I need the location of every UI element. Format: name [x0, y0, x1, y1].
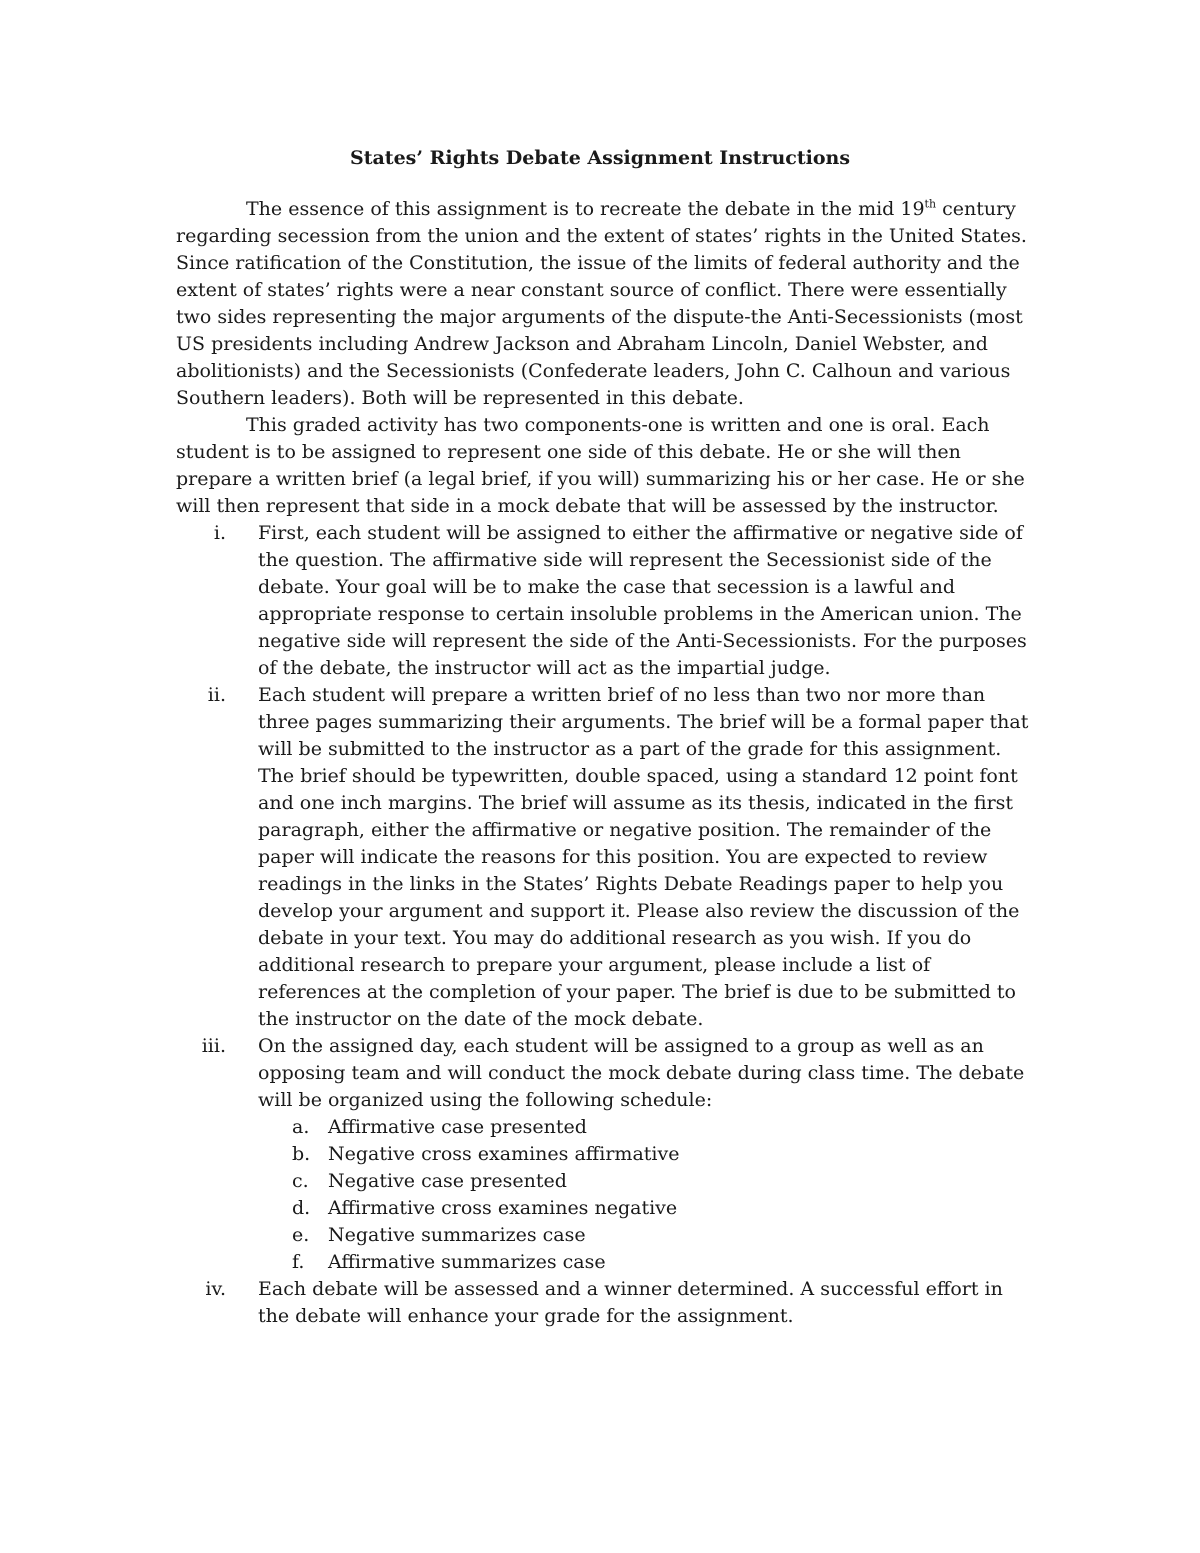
schedule-item	[258, 1249, 1036, 1276]
schedule-item-letter: e.	[292, 1224, 310, 1246]
schedule-item-text: Negative case presented	[328, 1170, 567, 1192]
list-item-text: On the assigned day, each student will be assigned to a group as well as an opposing team and will conduct the mock debate during class time. The debate will be organized using the following schedule:	[258, 1035, 1025, 1111]
instruction-list	[176, 520, 1036, 1330]
schedule-item-letter: b.	[292, 1143, 311, 1165]
list-item	[176, 1033, 1036, 1276]
document-body	[176, 196, 1036, 1330]
schedule-item-letter: d.	[292, 1197, 311, 1219]
debate-schedule-list	[258, 1114, 1036, 1276]
schedule-item	[258, 1141, 1036, 1168]
schedule-item-letter: f.	[292, 1251, 305, 1273]
list-item	[176, 682, 1036, 1033]
second-paragraph: This graded activity has two components-one is written and one is oral. Each student is to be assigned to represent one side of this debate. He or she will then prepare a written brief (a legal brief, if you will) summarizing his or her case. He or she will then represent that side in a mock debate that will be assessed by the instructor.	[176, 414, 1025, 517]
schedule-item-letter: c.	[292, 1170, 309, 1192]
schedule-item	[258, 1222, 1036, 1249]
list-item-number: iii.	[201, 1035, 226, 1057]
list-item-number: ii.	[207, 684, 226, 706]
schedule-item-text: Negative summarizes case	[328, 1224, 586, 1246]
intro-text-end: century regarding secession from the union and the extent of states’ rights in the United States. Since ratification of the Constitution, the issue of the limits of federal authority and the extent of states’ rights were a near constant source of conflict. There were essentially two sides representing the major arguments of the dispute-the Anti-Secessionists (most US presidents including Andrew Jackson and Abraham Lincoln, Daniel Webster, and abolitionists) and the Secessionists (Confederate leaders, John C. Calhoun and various Southern leaders). Both will be represented in this debate.	[176, 198, 1027, 409]
list-item	[176, 520, 1036, 682]
list-item	[176, 1276, 1036, 1330]
schedule-item	[258, 1168, 1036, 1195]
list-item-text: Each student will prepare a written brief of no less than two nor more than three pages summarizing their arguments. The brief will be a formal paper that will be submitted to the instructor as a part of the grade for this assignment. The brief should be typewritten, double spaced, using a standard 12 point font and one inch margins. The brief will assume as its thesis, indicated in the first paragraph, either the affirmative or negative position. The remainder of the paper will indicate the reasons for this position. You are expected to review readings in the links in the States’ Rights Debate Readings paper to help you develop your argument and support it. Please also review the discussion of the debate in your text. You may do additional research as you wish. If you do additional research to prepare your argument, please include a list of references at the completion of your paper. The brief is due to be submitted to the instructor on the date of the mock debate.	[258, 684, 1029, 1030]
schedule-item-text: Affirmative case presented	[328, 1116, 587, 1138]
document-title: States’ Rights Debate Assignment Instructions	[349, 147, 851, 169]
schedule-item-text: Negative cross examines affirmative	[328, 1143, 680, 1165]
list-item-number: iv.	[205, 1278, 226, 1300]
schedule-item	[258, 1114, 1036, 1141]
ordinal-superscript: th	[924, 197, 937, 211]
schedule-item	[258, 1195, 1036, 1222]
list-item-text: Each debate will be assessed and a winner determined. A successful effort in the debate will enhance your grade for the assignment.	[258, 1278, 1003, 1327]
intro-paragraph	[176, 196, 1036, 412]
list-item-text: First, each student will be assigned to either the affirmative or negative side of the question. The affirmative side will represent the Secessionist side of the debate. Your goal will be to make the case that secession is a lawful and appropriate response to certain insoluble problems in the American union. The negative side will represent the side of the Anti-Secessionists. For the purposes of the debate, the instructor will act as the impartial judge.	[258, 522, 1027, 679]
list-item-number: i.	[213, 522, 226, 544]
schedule-item-text: Affirmative cross examines negative	[328, 1197, 678, 1219]
intro-text-start: The essence of this assignment is to recreate the debate in the mid 19	[246, 198, 925, 220]
schedule-item-text: Affirmative summarizes case	[328, 1251, 606, 1273]
schedule-item-letter: a.	[292, 1116, 310, 1138]
